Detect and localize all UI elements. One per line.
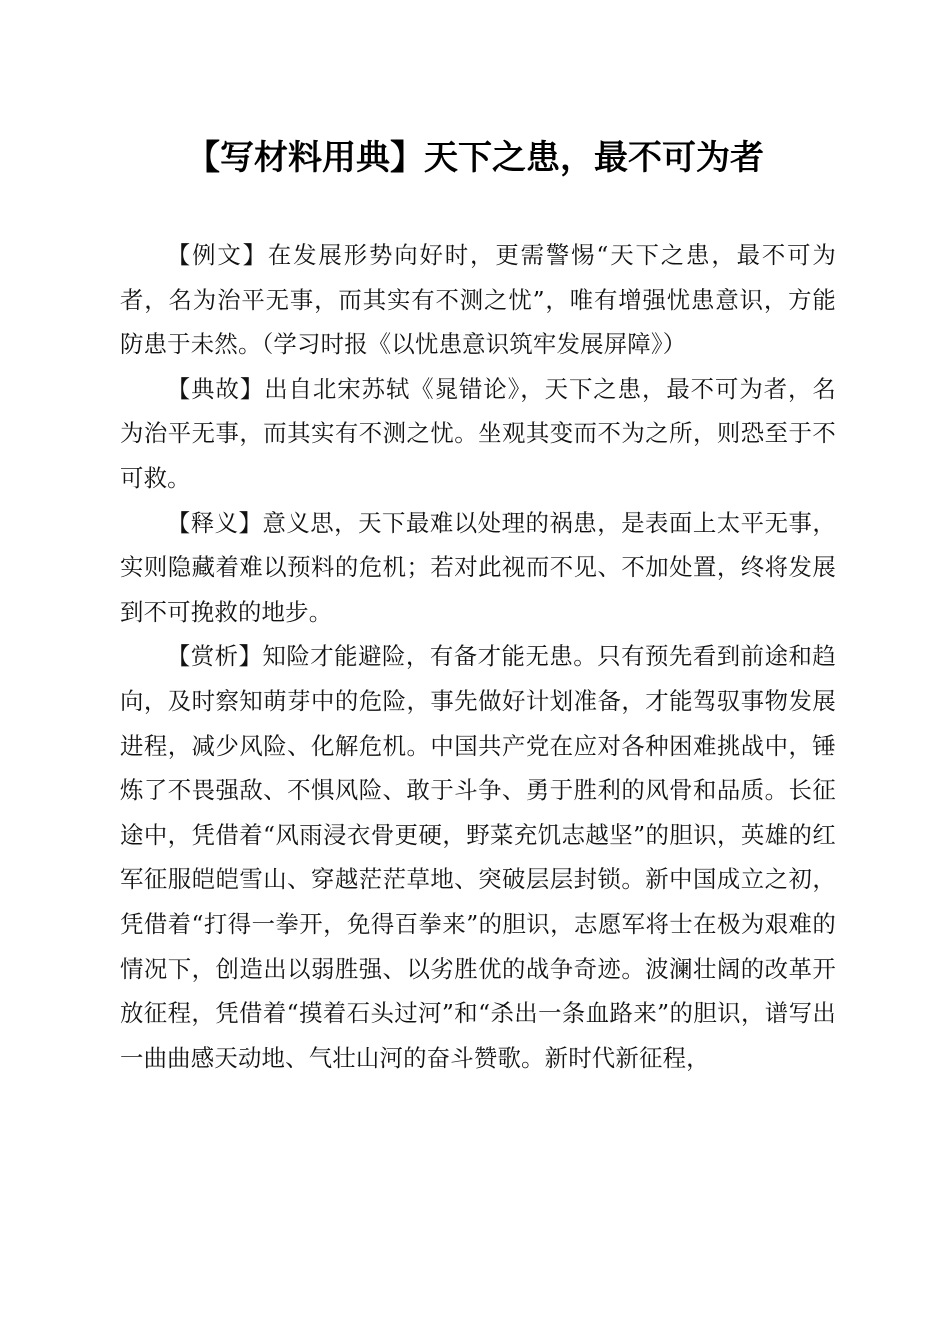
paragraph-example	[120, 233, 836, 367]
paragraph-allusion	[120, 367, 836, 501]
paragraph-text: 意义思，天下最难以处理的祸患，是表面上太平无事，实则隐藏着难以预料的危机；若对此视而不见、不加处置，终将发展到不可挽救的地步。	[120, 508, 836, 626]
paragraph-text: 知险才能避险，有备才能无患。只有预先看到前途和趋向，及时察知萌芽中的危险，事先做好计划准备，才能驾驭事物发展进程，减少风险、化解危机。中国共产党在应对各种困难挑战中，锤炼了不畏强敌、不惧风险、敢于斗争、勇于胜利的风骨和品质。长征途中，凭借着“风雨浸衣骨更硬，野菜充饥志越坚”的胆识，英雄的红军征服皑皑雪山、穿越茫茫草地、突破层层封锁。新中国成立之初，凭借着“打得一拳开，免得百拳来”的胆识，志愿军将士在极为艰难的情况下，创造出以弱胜强、以劣胜优的战争奇迹。波澜壮阔的改革开放征程，凭借着“摸着石头过河”和“杀出一条血路来”的胆识，谱写出一曲曲感天动地、气壮山河的奋斗赞歌。新时代新征程，	[120, 642, 836, 1072]
paragraph-label: 【赏析】	[166, 642, 263, 671]
paragraph-text: 出自北宋苏轼《晁错论》，天下之患，最不可为者，名为治平无事，而其实有不测之忧。坐观其变而不为之所，则恐至于不可救。	[120, 374, 836, 492]
paragraph-label: 【例文】	[166, 241, 268, 269]
document-title: 【写材料用典】天下之患，最不可为者	[186, 138, 764, 178]
paragraph-label: 【释义】	[166, 508, 263, 537]
paragraph-label: 【典故】	[166, 374, 265, 403]
paragraph-appreciation	[120, 634, 836, 1080]
paragraph-text: 在发展形势向好时，更需警惕“天下之患，最不可为者，名为治平无事，而其实有不测之忧”，唯有增强忧患意识，方能防患于未然。（学习时报《以忧患意识筑牢发展屏障》）	[120, 241, 836, 359]
document-body	[120, 233, 836, 1080]
paragraph-interpretation	[120, 501, 836, 635]
